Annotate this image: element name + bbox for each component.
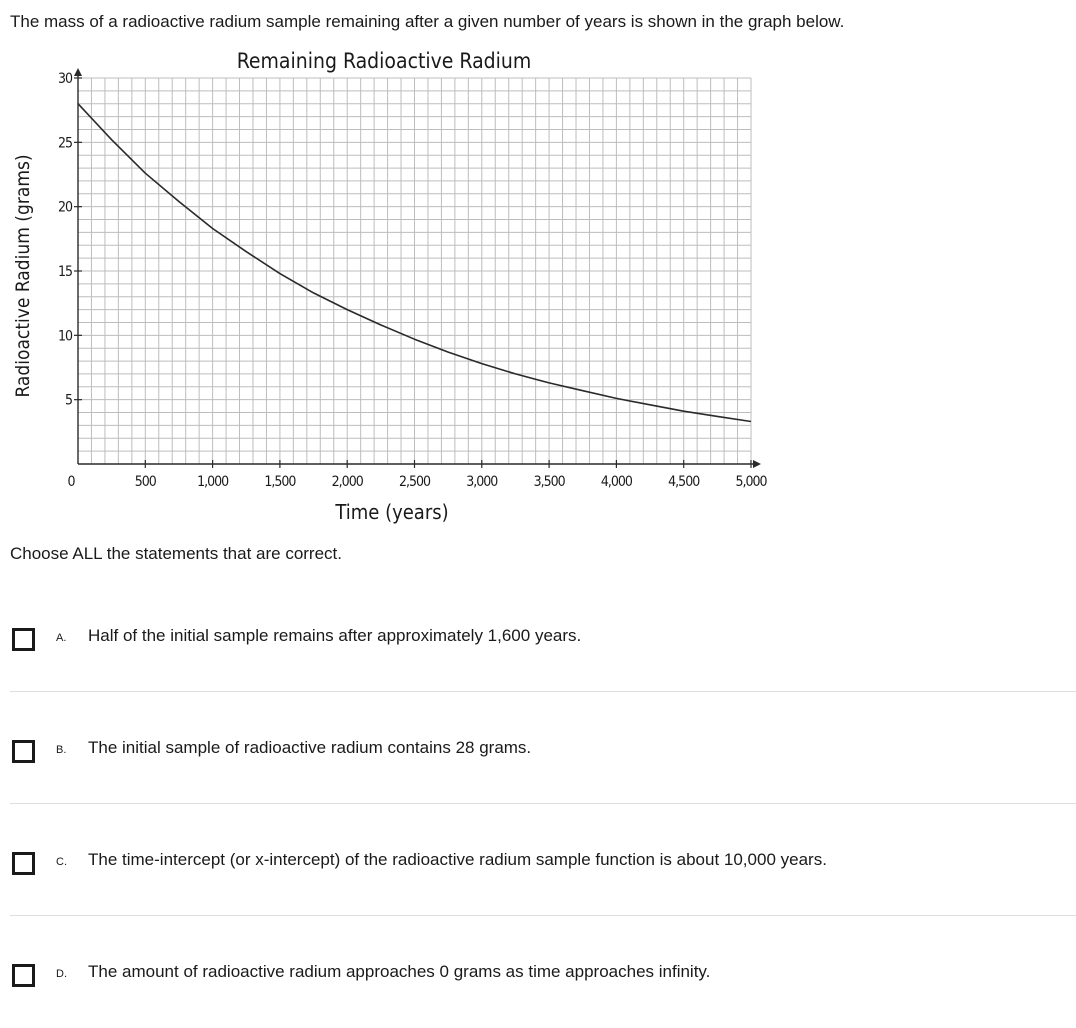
x-tick-label: 5,000 bbox=[735, 474, 767, 490]
option-letter: C. bbox=[56, 856, 67, 868]
option-c[interactable] bbox=[10, 804, 1076, 916]
x-axis-arrow bbox=[753, 460, 761, 468]
x-tick-label: 3,500 bbox=[533, 474, 565, 490]
x-tick-label: 2,500 bbox=[398, 474, 431, 490]
checkbox-c[interactable] bbox=[12, 852, 35, 875]
x-tick-label: 4,500 bbox=[668, 474, 700, 490]
y-tick-label: 30 bbox=[57, 71, 72, 87]
x-tick-label: 1,000 bbox=[197, 474, 229, 490]
y-tick-label: 15 bbox=[57, 264, 72, 280]
y-axis-label: Radioactive Radium (grams) bbox=[12, 154, 34, 398]
option-text: The time-intercept (or x-intercept) of the radioactive radium sample function is about 10,000 years. bbox=[88, 850, 827, 869]
y-tick-label: 5 bbox=[64, 392, 72, 409]
question-text: The mass of a radioactive radium sample remaining after a given number of years is shown in the graph below. bbox=[10, 12, 845, 31]
instruction-text: Choose ALL the statements that are correct. bbox=[10, 544, 342, 563]
chart-ticks bbox=[58, 71, 768, 490]
option-text: Half of the initial sample remains after approximately 1,600 years. bbox=[88, 626, 582, 645]
y-tick-label: 10 bbox=[57, 328, 72, 345]
chart-title: Remaining Radioactive Radium bbox=[236, 49, 532, 73]
x-tick-label: 500 bbox=[134, 474, 156, 490]
checkbox-a[interactable] bbox=[12, 628, 35, 651]
option-a[interactable] bbox=[10, 580, 1076, 692]
option-d[interactable] bbox=[10, 916, 1076, 1028]
chart-svg bbox=[0, 40, 800, 540]
x-axis-label: Time (years) bbox=[335, 500, 449, 524]
option-text: The initial sample of radioactive radium contains 28 grams. bbox=[88, 738, 532, 757]
y-tick-label: 20 bbox=[57, 199, 72, 216]
checkbox-d[interactable] bbox=[12, 964, 35, 987]
option-text: The amount of radioactive radium approaches 0 grams as time approaches infinity. bbox=[88, 962, 711, 981]
option-letter: D. bbox=[56, 968, 67, 980]
option-letter: A. bbox=[56, 632, 67, 644]
checkbox-b[interactable] bbox=[12, 740, 35, 763]
x-tick-label: 1,500 bbox=[264, 474, 296, 490]
y-tick-label: 25 bbox=[57, 135, 72, 152]
chart-grid bbox=[78, 78, 751, 464]
option-b[interactable] bbox=[10, 692, 1076, 804]
x-tick-label: 2,000 bbox=[331, 474, 363, 490]
radium-chart bbox=[0, 40, 800, 540]
option-letter: B. bbox=[56, 744, 67, 756]
x-tick-label: 0 bbox=[67, 474, 75, 490]
y-axis-arrow bbox=[74, 68, 82, 76]
x-tick-label: 3,000 bbox=[466, 474, 498, 490]
x-tick-label: 4,000 bbox=[600, 474, 632, 490]
chart-axes bbox=[74, 68, 761, 468]
